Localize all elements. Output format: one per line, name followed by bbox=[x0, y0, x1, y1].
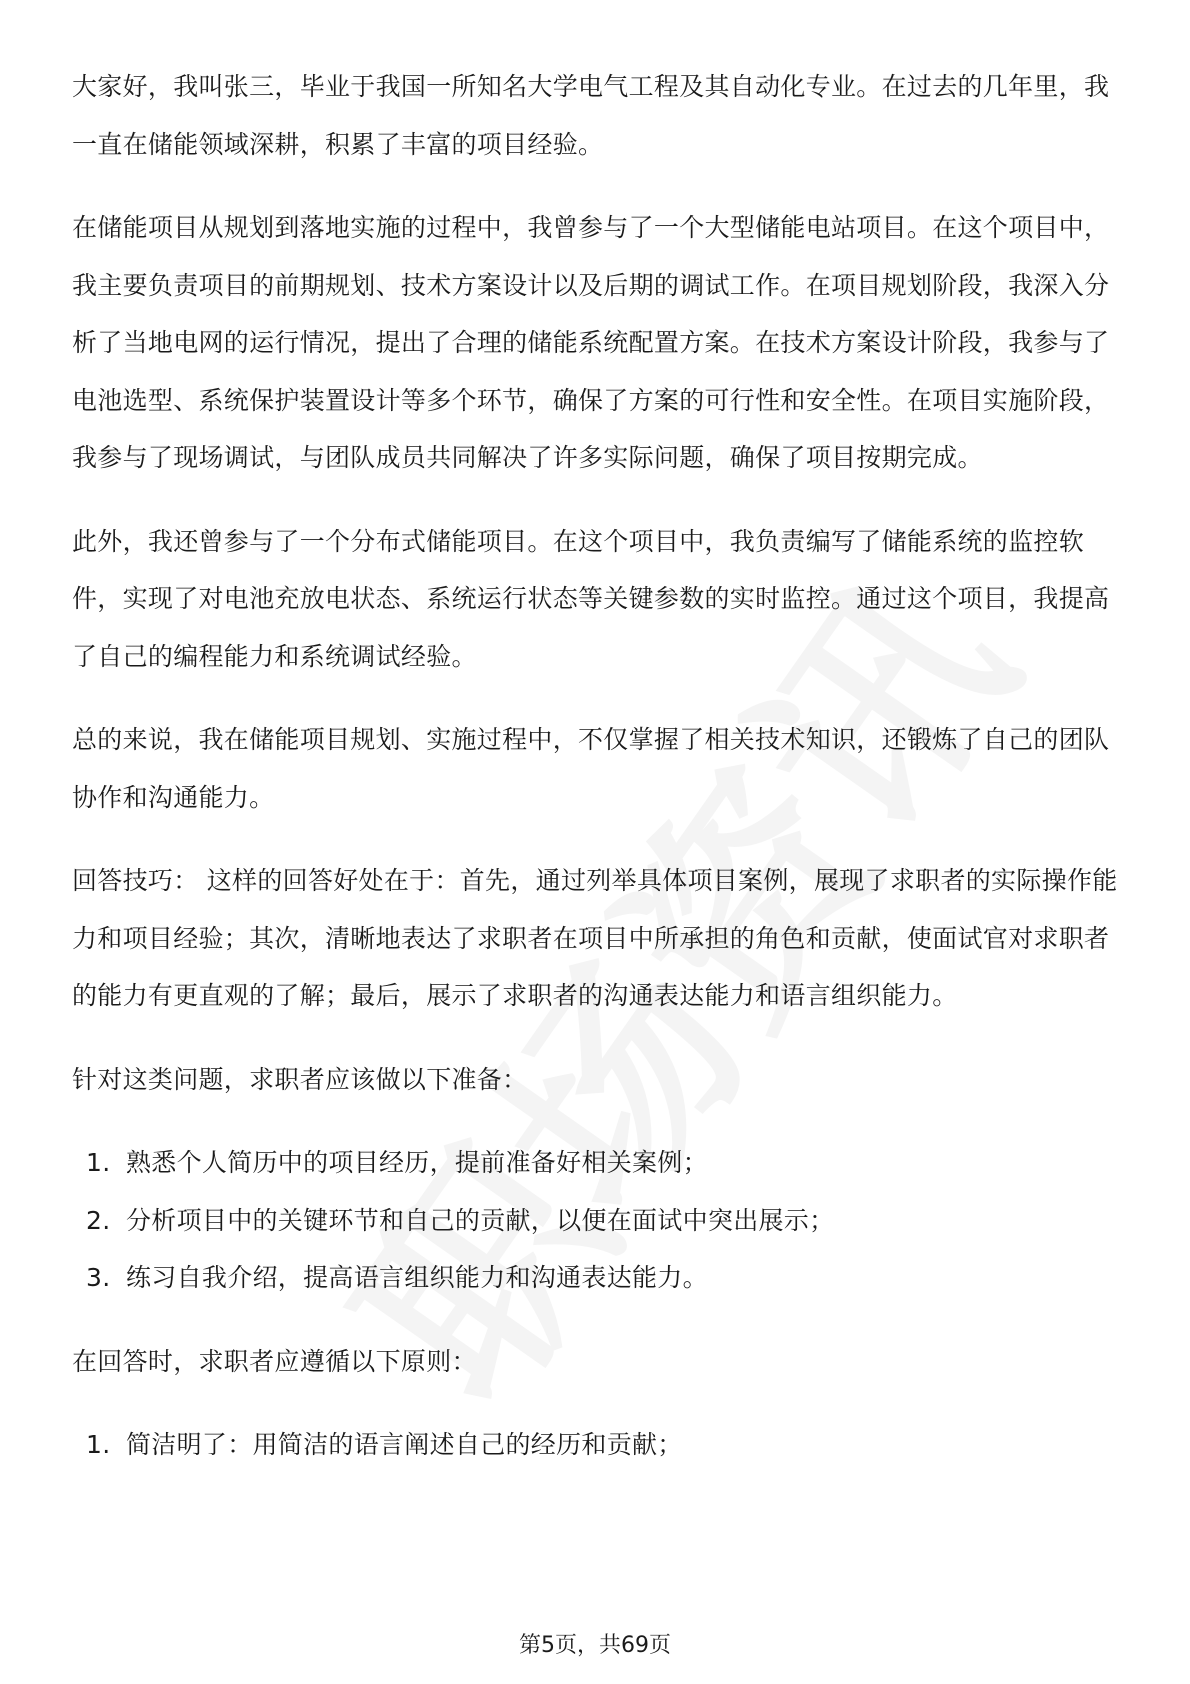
list-item bbox=[72, 1192, 1122, 1250]
paragraph-large-project: 在储能项目从规划到落地实施的过程中，我曾参与了一个大型储能电站项目。在这个项目中，我主要负责项目的前期规划、技术方案设计以及后期的调试工作。在项目规划阶段，我深入分析了当地电网的运行情况，提出了合理的储能系统配置方案。在技术方案设计阶段，我参与了电池选型、系统保护装置设计等多个环节，确保了方案的可行性和安全性。在项目实施阶段，我参与了现场调试，与团队成员共同解决了许多实际问题，确保了项目按期完成。 bbox=[72, 213, 1110, 472]
list-item-text: 分析项目中的关键环节和自己的贡献，以便在面试中突出展示； bbox=[126, 1205, 835, 1235]
list-item bbox=[72, 1416, 1122, 1474]
list-item-text: 练习自我介绍，提高语言组织能力和沟通表达能力。 bbox=[126, 1263, 708, 1292]
list-item bbox=[72, 1134, 1122, 1192]
paragraph-summary: 总的来说，我在储能项目规划、实施过程中，不仅掌握了相关技术知识，还锻炼了自己的团队协作和沟通能力。 bbox=[72, 725, 1110, 812]
list-item-number: 2. bbox=[86, 1205, 111, 1235]
principles-list bbox=[72, 1416, 1122, 1474]
list-item bbox=[72, 1249, 1122, 1307]
list-item-text: 简洁明了：用简洁的语言阐述自己的经历和贡献； bbox=[126, 1430, 683, 1459]
list-item-number: 1. bbox=[86, 1148, 111, 1177]
paragraph-intro: 大家好，我叫张三，毕业于我国一所知名大学电气工程及其自动化专业。在过去的几年里，我一直在储能领域深耕，积累了丰富的项目经验。 bbox=[72, 72, 1110, 159]
list-item-number: 3. bbox=[86, 1263, 111, 1292]
document-body bbox=[72, 58, 1122, 1500]
paragraph-distributed-project: 此外，我还曾参与了一个分布式储能项目。在这个项目中，我负责编写了储能系统的监控软件，实现了对电池充放电状态、系统运行状态等关键参数的实时监控。通过这个项目，我提高了自己的编程能力和系统调试经验。 bbox=[72, 526, 1110, 671]
list-item-number: 1. bbox=[86, 1430, 111, 1459]
paragraph-prep-intro: 针对这类问题，求职者应该做以下准备： bbox=[72, 1064, 528, 1094]
prep-list bbox=[72, 1134, 1122, 1307]
page-number-footer: 第5页，共69页 bbox=[519, 1633, 671, 1658]
paragraph-principles-intro: 在回答时，求职者应遵循以下原则： bbox=[72, 1346, 477, 1376]
paragraph-answer-tips: 回答技巧： 这样的回答好处在于：首先，通过列举具体项目案例，展现了求职者的实际操作能力和项目经验；其次，清晰地表达了求职者在项目中所承担的角色和贡献，使面试官对求职者的能力有更直观的了解；最后，展示了求职者的沟通表达能力和语言组织能力。 bbox=[72, 866, 1118, 1010]
list-item-text: 熟悉个人简历中的项目经历，提前准备好相关案例； bbox=[126, 1148, 708, 1177]
